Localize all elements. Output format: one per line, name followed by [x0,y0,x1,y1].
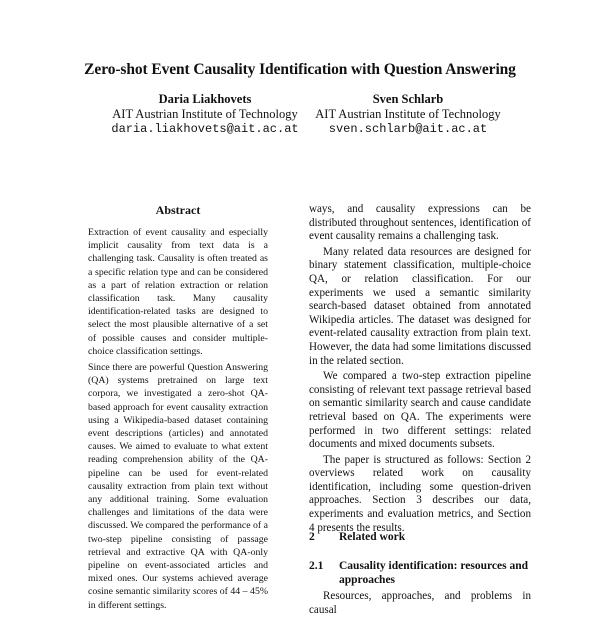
abstract-paragraph: Extraction of event causality and especially implicit causality from text data is a challenging task. Causality is often treated as a specific relation type and can be considered as a part of relation extraction or relation classification task. Many causality identification-related tasks are designed to select the most plausible alternative of a set of possible causes and consider multiple-choice classification settings. [88,227,268,357]
abstract-heading: Abstract [155,203,201,217]
intro-column [309,203,531,535]
intro-paragraph: The paper is structured as follows: Section 2 overviews related work on causality identification, including some question-driven approaches. Section 3 describes our data, experiments and evaluation metrics, and Section 4 presents the results. [309,453,531,534]
author-block [90,92,320,137]
author-block [293,92,523,137]
intro-paragraph: Many related data resources are designed for binary statement classification, multiple-choice QA, or relation classification. For our experiments we used a semantic similarity search-based dataset obtained from annotated Wikipedia articles. The dataset was designed for event-related causality extraction from plain text. However, the data had some limitations discussed in the related section. [309,245,531,367]
paper-title: Zero-shot Event Causality Identification with Question Answering [84,61,516,78]
author-affiliation: AIT Austrian Institute of Technology [315,107,501,121]
section-title: Related work [339,531,406,543]
author-email[interactable]: sven.schlarb@ait.ac.at [328,122,488,136]
author-name: Sven Schlarb [372,92,444,106]
subsection-title: Causality identification: resources and approaches [339,560,529,586]
subsection-heading [309,560,531,587]
abstract-paragraph: Since there are powerful Question Answering (QA) systems pretrained on large text corpora, we investigated a zero-shot QA-based approach for event causality extraction using a Wikipedia-based dataset containing event descriptions (articles) and annotated causes. We aimed to evaluate to what extent reading comprehension ability of the QA-pipeline can be used for event-related causality extraction from plain text without any additional training. Some evaluation challenges and limitations of the data were discussed. We compared the performance of a two-step pipeline consisting of passage retrieval and extractive QA with QA-only pipeline on event-associated articles and mixed ones. Our systems achieved average cosine semantic similarity scores of 44 – 45% in different settings. [88,362,268,611]
author-name: Daria Liakhovets [158,92,252,106]
author-affiliation: AIT Austrian Institute of Technology [112,107,298,121]
author-email[interactable]: daria.liakhovets@ait.ac.at [111,122,299,136]
intro-paragraph: ways, and causality expressions can be distributed throughout sentences, identification of event causality remains a challenging task. [309,203,531,243]
subsection-number: 2.1 [309,560,324,572]
section-heading [309,531,405,543]
intro-paragraph: We compared a two-step extraction pipeline consisting of relevant text passage retrieval based on semantic similarity search and cause candidate retrieval based on QA. The experiments were performed in two different settings: related documents and mixed documents subsets. [309,370,531,451]
related-work-paragraph: Resources, approaches, and problems in causal [309,590,531,616]
section-number: 2 [309,531,315,543]
